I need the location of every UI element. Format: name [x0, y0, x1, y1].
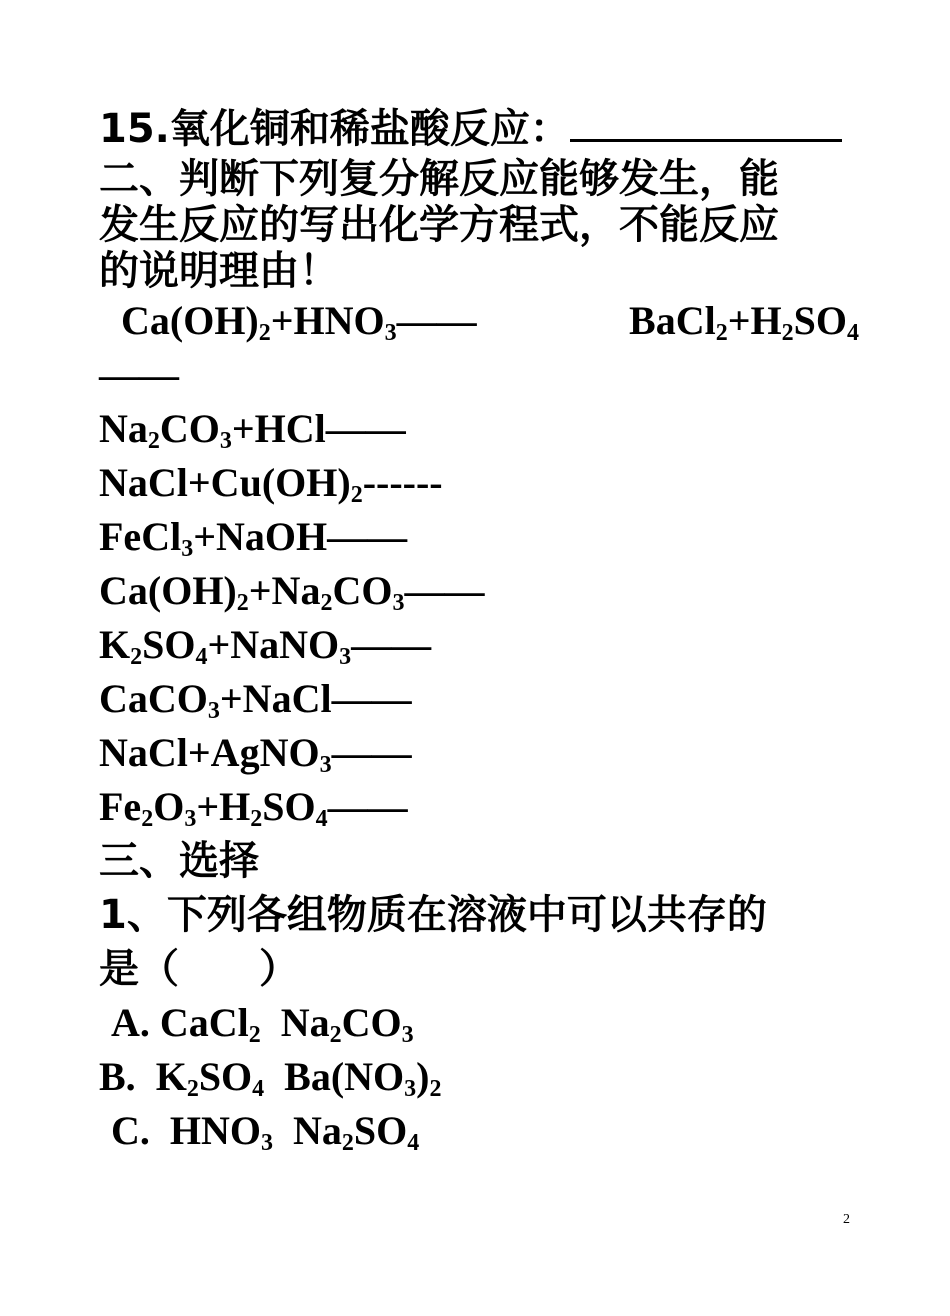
- reaction-row-1: [99, 294, 859, 348]
- reaction-caco3-nacl: CaCO$_3$+NaCl——: [99, 676, 412, 724]
- question-15-text: 15.氧化铜和稀盐酸反应：: [99, 106, 570, 152]
- choice-b[interactable]: B. $K_2SO_4$ $Ba(NO_3)_2$: [99, 1054, 442, 1102]
- choice-c[interactable]: C. $HNO_3$ $Na_2SO_4$: [111, 1108, 420, 1156]
- reaction-k2so4-nano3: $K_2SO_4+NaNO_3——$: [99, 622, 432, 670]
- reaction-caoh2-na2co3: $Ca(OH)_2+Na_2CO_3——$: [99, 568, 485, 616]
- choice-a[interactable]: A. CaCl$_2$ $Na_2CO_3$: [111, 1000, 414, 1048]
- reaction-na2co3-hcl: $Na_2CO_3+HCl——$: [99, 406, 406, 454]
- section-2-heading-line-3: 的说明理由！: [99, 248, 339, 294]
- reaction-nacl-agno3: NaCl+AgNO$_3$——: [99, 730, 412, 778]
- reaction-fe2o3-h2so4: $Fe_2O_3+H_2SO_4——$: [99, 784, 408, 832]
- reaction-fecl3-naoh: FeCl$_3$+NaOH——: [99, 514, 408, 562]
- page-number: 2: [843, 1212, 850, 1227]
- section-3-heading: 三、选择: [99, 838, 259, 884]
- reaction-bacl2-h2so4: $BaCl_2+H_2SO_4$: [629, 298, 859, 346]
- section-2-heading-line-2: 发生反应的写出化学方程式，不能反应: [99, 202, 779, 248]
- reaction-ca-oh2-hno3: $Ca(OH)_2+HNO_3——$: [121, 298, 477, 346]
- worksheet-content: [99, 102, 859, 1158]
- question-15: [99, 102, 859, 156]
- reaction-bacl2-h2so4-dash: ——: [99, 352, 179, 397]
- question-1-line-2: 是（ ）: [99, 946, 299, 992]
- answer-blank[interactable]: [570, 103, 842, 142]
- section-2-heading-line-1: 二、判断下列复分解反应能够发生，能: [99, 156, 779, 202]
- reaction-nacl-cuoh2: $NaCl+Cu(OH)_2------$: [99, 460, 443, 508]
- question-1-line-1: 1、下列各组物质在溶液中可以共存的: [99, 892, 767, 938]
